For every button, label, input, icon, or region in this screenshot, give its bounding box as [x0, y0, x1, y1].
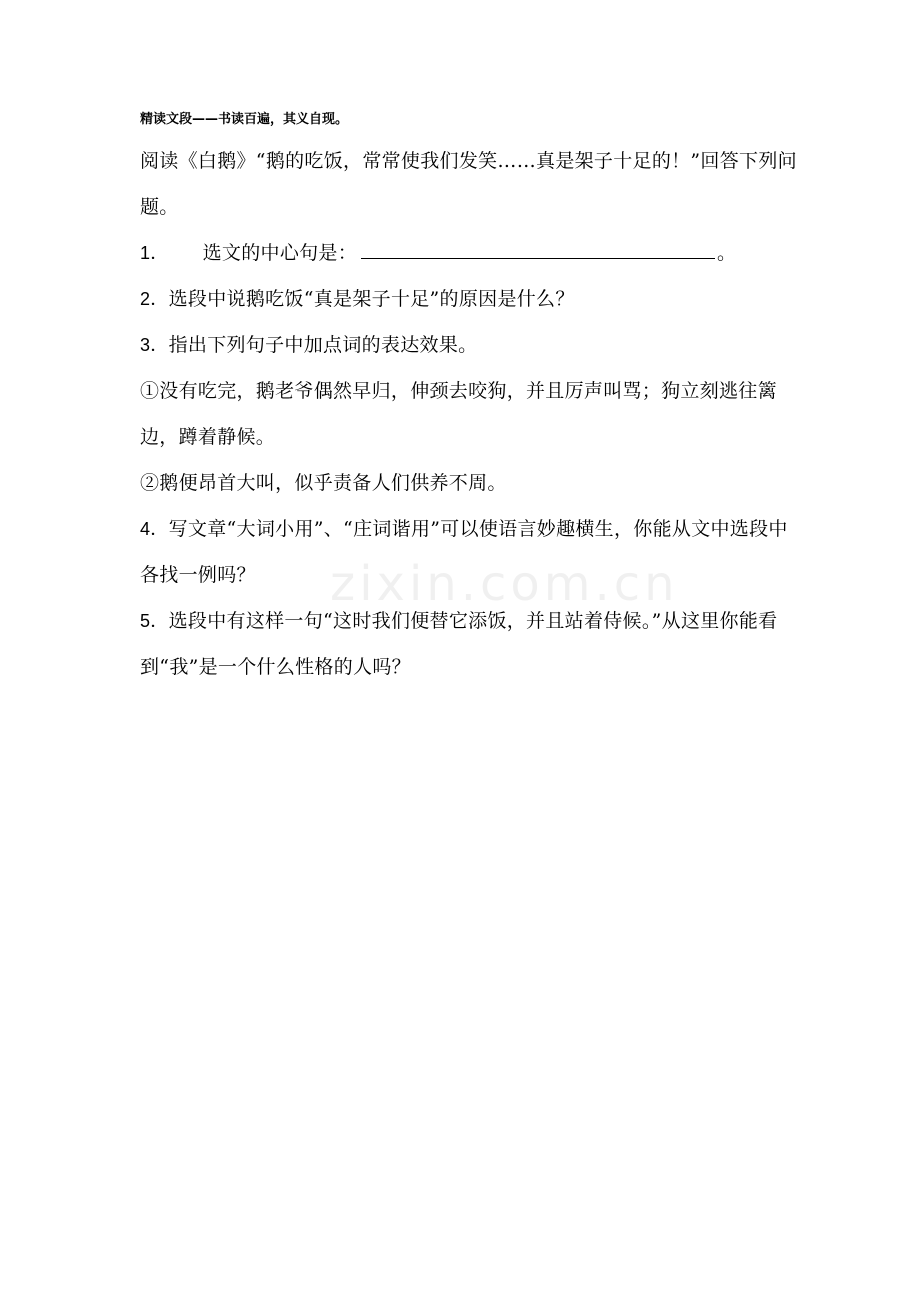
question-text: 选文的中心句是：: [202, 242, 358, 264]
reading-instruction: 阅读《白鹅》“鹅的吃饭，常常使我们发笑……真是架子十足的！”回答下列问题。: [140, 150, 797, 218]
answer-blank[interactable]: [361, 238, 715, 259]
question-number: 2．: [140, 289, 169, 309]
question-tail: 。: [717, 242, 737, 264]
sentence-1: ①没有吃完，鹅老爷偶然早归，伸颈去咬狗，并且厉声叫骂；狗立刻逃往篱边，蹲着静候。: [140, 380, 777, 448]
question-number: 1．: [140, 243, 169, 263]
watermark: zixin.com.cn: [330, 556, 679, 612]
question-number: 5．: [140, 611, 169, 631]
question-text: 指出下列句子中加点词的表达效果。: [168, 334, 478, 356]
question-number: 3．: [140, 335, 169, 355]
worksheet: [140, 110, 800, 690]
question-number: 4．: [140, 519, 169, 539]
sentence-2: ②鹅便昂首大叫，似乎责备人们供养不周。: [140, 472, 507, 494]
question-2: [140, 276, 800, 322]
question-text: 写文章“大词小用”、“庄词谐用”可以使语言妙趣横生，你能从文中选段中各找一例吗？: [140, 518, 788, 586]
question-3: [140, 322, 800, 368]
question-5: [140, 598, 800, 690]
question-text: 选段中说鹅吃饭“真是架子十足”的原因是什么？: [168, 288, 575, 310]
question-1: [140, 230, 800, 276]
question-text: 选段中有这样一句“这时我们便替它添饭，并且站着侍候。”从这里你能看到“我”是一个什么性格的人吗？: [140, 610, 778, 678]
section-heading: 精读文段——书读百遍，其义自现。: [140, 112, 349, 127]
question-4: [140, 506, 800, 598]
